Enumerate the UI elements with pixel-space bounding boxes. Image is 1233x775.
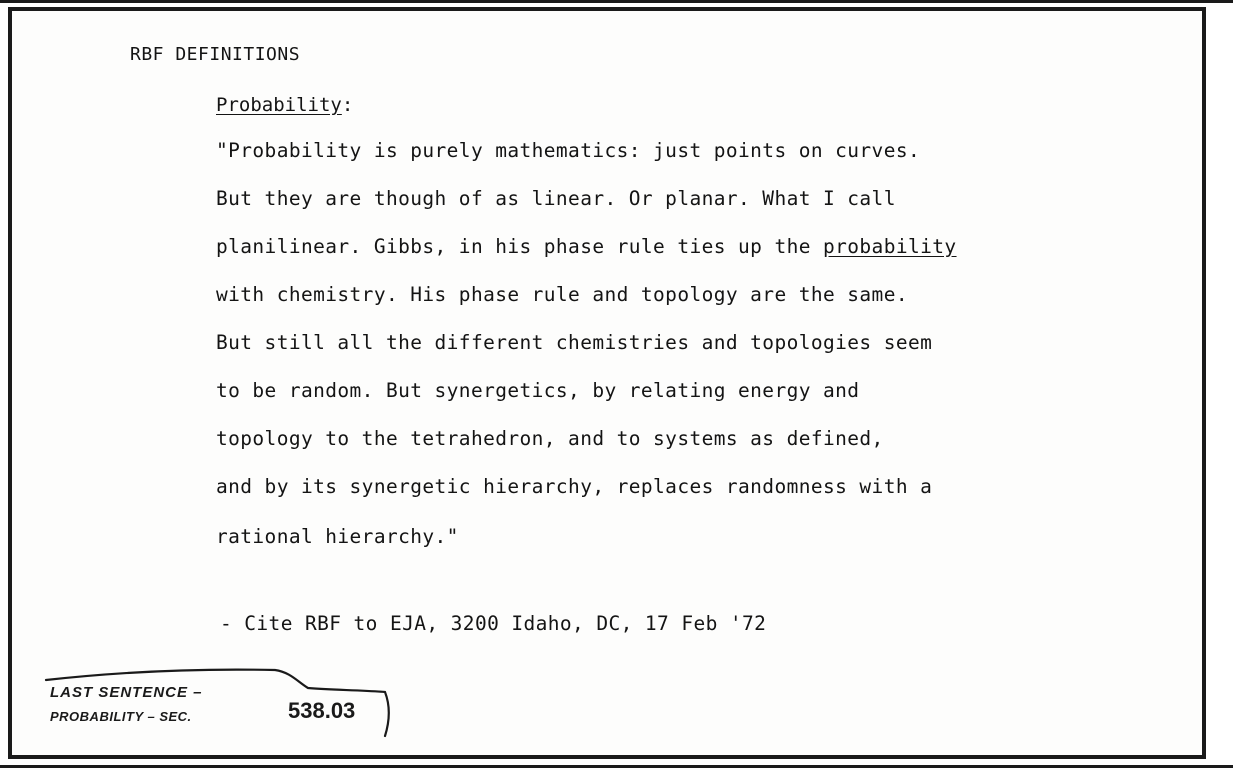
handwritten-note-line1: LAST SENTENCE –: [50, 684, 203, 701]
quote-line: [216, 187, 896, 210]
quote-line: [216, 331, 932, 354]
definition-heading: [216, 94, 353, 116]
quote-line-text: planilinear. Gibbs, in his phase rule ties up the: [216, 235, 823, 258]
citation: - Cite RBF to EJA, 3200 Idaho, DC, 17 Feb '72: [220, 612, 767, 635]
quote-line: [216, 525, 459, 548]
quote-line-text: to be random. But synergetics, by relating energy and: [216, 379, 860, 402]
quote-line: [216, 475, 932, 498]
heading-term: Probability: [216, 94, 342, 116]
quote-line-text: with chemistry. His phase rule and topology are the same.: [216, 283, 908, 306]
quote-line: [216, 139, 920, 162]
quote-line: [216, 427, 884, 450]
handwritten-note-line2: PROBABILITY – SEC.: [50, 709, 192, 724]
quote-line-text: topology to the tetrahedron, and to systems as defined,: [216, 427, 884, 450]
document-header: RBF DEFINITIONS: [130, 44, 301, 65]
quote-line-text: "Probability is purely mathematics: just points on curves.: [216, 139, 921, 162]
underlined-term: probability: [823, 235, 957, 258]
handwritten-section-number: 538.03: [288, 698, 356, 723]
quote-line-text: and by its synergetic hierarchy, replaces randomness with a: [216, 475, 933, 498]
bottom-border-line: [0, 765, 1233, 768]
quote-line-text: But they are though of as linear. Or planar. What I call: [216, 187, 896, 210]
quote-line: [216, 283, 908, 306]
quote-line-text: But still all the different chemistries and topologies seem: [216, 331, 933, 354]
quote-line-text: rational hierarchy.": [216, 525, 459, 548]
quote-line: [216, 235, 957, 258]
heading-colon: :: [341, 94, 354, 116]
quote-line: [216, 379, 859, 402]
top-border-line: [0, 0, 1233, 3]
